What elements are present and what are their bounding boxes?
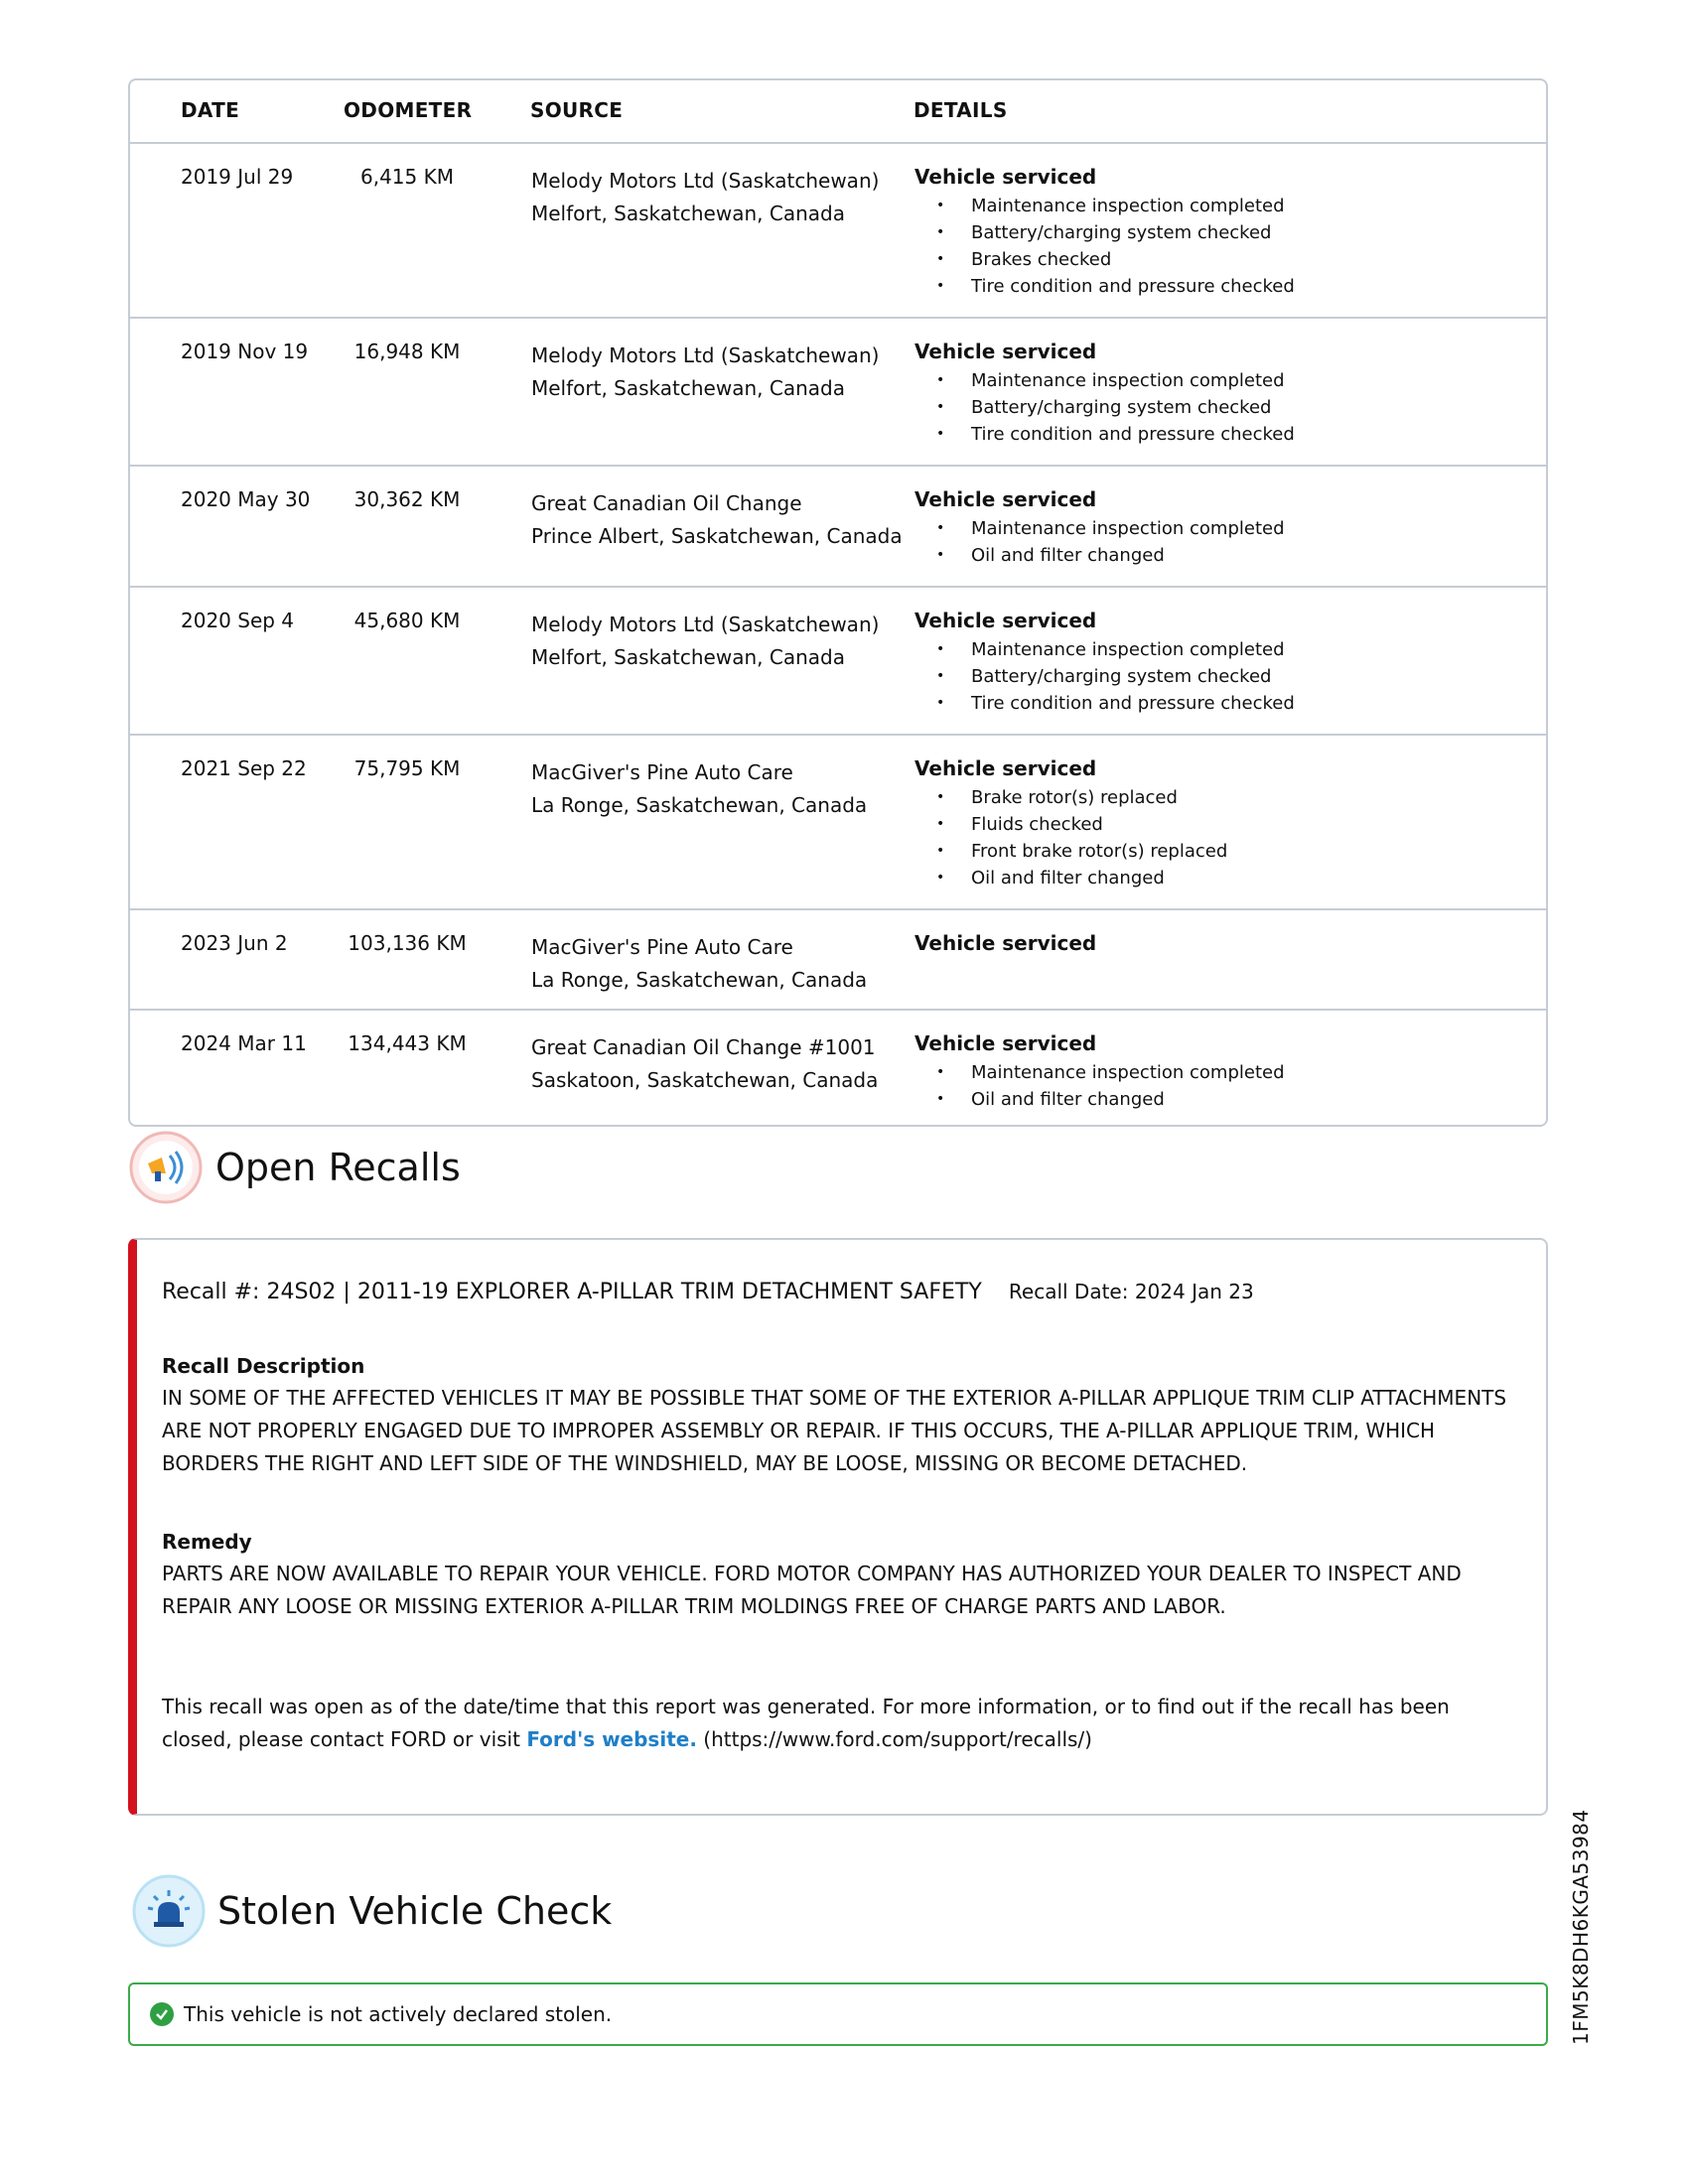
header-date: DATE xyxy=(181,98,240,122)
row-odometer: 134,443 KM xyxy=(348,1031,467,1055)
source-name: Melody Motors Ltd (Saskatchewan) xyxy=(531,343,880,367)
service-history-table xyxy=(128,78,1548,1127)
row-source xyxy=(531,609,879,674)
ford-website-link[interactable]: Ford's website. xyxy=(526,1727,697,1751)
table-row xyxy=(130,1011,1546,1131)
siren-icon xyxy=(132,1874,206,1948)
recall-description: IN SOME OF THE AFFECTED VEHICLES IT MAY BE POSSIBLE THAT SOME OF THE EXTERIOR A-PILLAR APPLIQUE TRIM CLIP ATTACHMENTS ARE NOT PROPERLY ENGAGED DUE TO IMPROPER ASSEMBLY OR REPAIR. IF THIS OCCURS, THE A-PILLAR APPLIQUE TRIM, WHICH BORDERS THE RIGHT AND LEFT SIDE OF THE WINDSHIELD, MAY BE LOOSE, MISSING OR BECOME DETACHED. xyxy=(162,1386,1507,1475)
source-name: MacGiver's Pine Auto Care xyxy=(531,935,793,959)
detail-item: • Fluids checked xyxy=(914,811,1227,838)
check-circle-icon xyxy=(150,2002,174,2026)
detail-list xyxy=(914,636,1295,717)
row-source xyxy=(531,487,903,553)
row-source xyxy=(531,931,867,997)
row-date: 2020 Sep 4 xyxy=(181,609,295,632)
table-row xyxy=(130,319,1546,467)
row-date: 2019 Jul 29 xyxy=(181,165,294,189)
row-odometer: 45,680 KM xyxy=(353,609,461,632)
detail-item: • Tire condition and pressure checked xyxy=(914,690,1295,717)
recall-note-prefix: This recall was open as of the date/time that this report was generated. For more information, or to find out if the recall has been closed, please contact FORD or visit xyxy=(162,1695,1450,1751)
detail-list xyxy=(914,193,1295,300)
recall-description-heading: Recall Description xyxy=(162,1354,365,1378)
source-location: Prince Albert, Saskatchewan, Canada xyxy=(531,524,903,548)
table-row xyxy=(130,910,1546,1011)
table-header xyxy=(130,80,1546,144)
source-location: Melfort, Saskatchewan, Canada xyxy=(531,376,845,400)
row-odometer: 30,362 KM xyxy=(353,487,461,511)
vin-vertical-label: 1FM5K8DH6KGA53984 xyxy=(1569,1809,1593,2045)
row-details xyxy=(914,487,1285,569)
row-date: 2024 Mar 11 xyxy=(181,1031,307,1055)
detail-item: • Maintenance inspection completed xyxy=(914,193,1295,219)
detail-title: Vehicle serviced xyxy=(914,609,1097,632)
table-row xyxy=(130,144,1546,319)
recall-number: Recall #: 24S02 | 2011-19 EXPLORER A-PILLAR TRIM DETACHMENT SAFETY xyxy=(162,1280,982,1304)
table-row xyxy=(130,588,1546,736)
detail-title: Vehicle serviced xyxy=(914,165,1097,189)
detail-item: • Battery/charging system checked xyxy=(914,219,1295,246)
remedy-heading: Remedy xyxy=(162,1530,252,1554)
detail-item: • Tire condition and pressure checked xyxy=(914,273,1295,300)
table-row xyxy=(130,467,1546,588)
detail-item: • Maintenance inspection completed xyxy=(914,367,1295,394)
megaphone-icon xyxy=(128,1130,204,1205)
detail-item: • Tire condition and pressure checked xyxy=(914,421,1295,448)
source-location: Saskatoon, Saskatchewan, Canada xyxy=(531,1068,879,1092)
table-row xyxy=(130,736,1546,910)
stolen-status-text: This vehicle is not actively declared stolen. xyxy=(184,2002,613,2026)
detail-title: Vehicle serviced xyxy=(914,756,1097,780)
row-date: 2019 Nov 19 xyxy=(181,340,309,363)
row-details xyxy=(914,340,1295,448)
recall-date: Recall Date: 2024 Jan 23 xyxy=(1008,1280,1254,1303)
detail-title: Vehicle serviced xyxy=(914,340,1097,363)
source-name: Melody Motors Ltd (Saskatchewan) xyxy=(531,169,880,193)
detail-title: Vehicle serviced xyxy=(914,1031,1097,1055)
open-recalls-header xyxy=(128,1130,461,1205)
stolen-check-header xyxy=(132,1874,612,1948)
recall-card xyxy=(128,1238,1548,1816)
row-details xyxy=(914,931,1096,959)
header-details: DETAILS xyxy=(914,98,1008,122)
row-date: 2021 Sep 22 xyxy=(181,756,307,780)
detail-title: Vehicle serviced xyxy=(914,487,1097,511)
row-date: 2023 Jun 2 xyxy=(181,931,288,955)
row-details xyxy=(914,165,1295,300)
detail-title: Vehicle serviced xyxy=(914,931,1097,955)
detail-item: • Maintenance inspection completed xyxy=(914,1059,1285,1086)
detail-item: • Oil and filter changed xyxy=(914,1086,1285,1113)
row-odometer: 6,415 KM xyxy=(360,165,454,189)
detail-item: • Maintenance inspection completed xyxy=(914,515,1285,542)
row-details xyxy=(914,1031,1285,1113)
source-location: La Ronge, Saskatchewan, Canada xyxy=(531,968,868,992)
header-source: SOURCE xyxy=(530,98,624,122)
row-date: 2020 May 30 xyxy=(181,487,311,511)
source-location: Melfort, Saskatchewan, Canada xyxy=(531,645,845,669)
detail-list xyxy=(914,784,1227,891)
row-source xyxy=(531,340,879,405)
row-details xyxy=(914,756,1227,891)
source-location: La Ronge, Saskatchewan, Canada xyxy=(531,793,868,817)
detail-item: • Battery/charging system checked xyxy=(914,663,1295,690)
source-location: Melfort, Saskatchewan, Canada xyxy=(531,202,845,225)
detail-item: • Brake rotor(s) replaced xyxy=(914,784,1227,811)
header-odometer: ODOMETER xyxy=(344,98,473,122)
section-title-stolen: Stolen Vehicle Check xyxy=(217,1889,613,1933)
detail-item: • Oil and filter changed xyxy=(914,865,1227,891)
row-odometer: 103,136 KM xyxy=(348,931,467,955)
detail-list xyxy=(914,367,1295,448)
row-odometer: 16,948 KM xyxy=(353,340,461,363)
detail-item: • Maintenance inspection completed xyxy=(914,636,1295,663)
source-name: Great Canadian Oil Change #1001 xyxy=(531,1035,876,1059)
source-name: MacGiver's Pine Auto Care xyxy=(531,760,793,784)
source-name: Great Canadian Oil Change xyxy=(531,491,802,515)
row-source xyxy=(531,165,879,230)
remedy-text: PARTS ARE NOW AVAILABLE TO REPAIR YOUR VEHICLE. FORD MOTOR COMPANY HAS AUTHORIZED YOUR DEALER TO INSPECT AND REPAIR ANY LOOSE OR MISSING EXTERIOR A-PILLAR TRIM MOLDINGS FREE OF CHARGE PARTS AND LABOR. xyxy=(162,1562,1462,1618)
section-title-recalls: Open Recalls xyxy=(215,1146,461,1189)
row-source xyxy=(531,1031,878,1097)
recall-note xyxy=(162,1691,1522,1756)
row-details xyxy=(914,609,1295,717)
detail-item: • Oil and filter changed xyxy=(914,542,1285,569)
detail-list xyxy=(914,1059,1285,1113)
stolen-status-box xyxy=(128,1982,1548,2046)
row-source xyxy=(531,756,867,822)
detail-list xyxy=(914,515,1285,569)
detail-item: • Front brake rotor(s) replaced xyxy=(914,838,1227,865)
row-odometer: 75,795 KM xyxy=(353,756,461,780)
recall-note-suffix: (https://www.ford.com/support/recalls/) xyxy=(696,1727,1092,1751)
source-name: Melody Motors Ltd (Saskatchewan) xyxy=(531,613,880,636)
detail-item: • Brakes checked xyxy=(914,246,1295,273)
detail-item: • Battery/charging system checked xyxy=(914,394,1295,421)
